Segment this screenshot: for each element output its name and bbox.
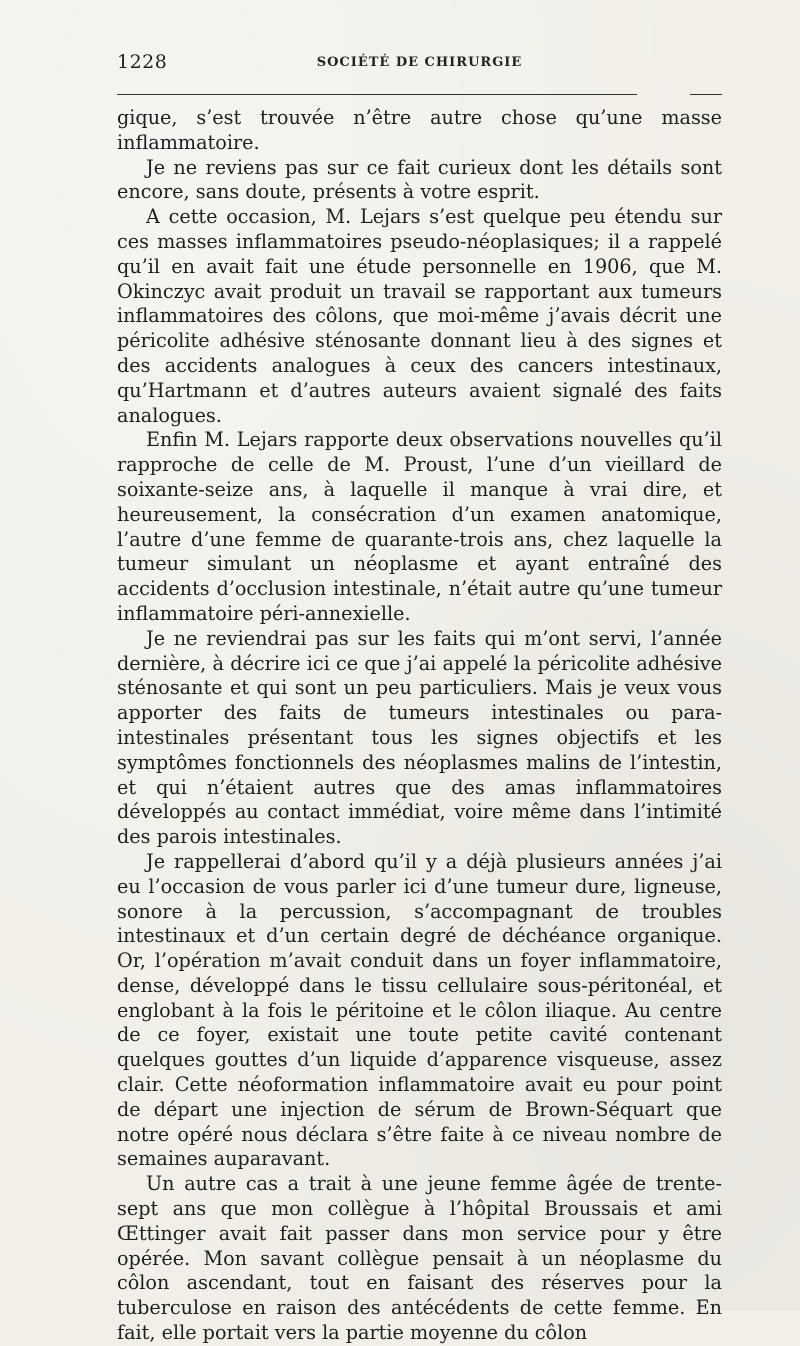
paragraph: Enfin M. Lejars rapporte deux observations nouvelles qu’il rapproche de celle de M. Proust, l’une d’un vieillard de soixante-seize ans, à laquelle il manque à vrai dire, et heureusement, la consécration d’un examen anatomique, l’autre d’une femme de quarante-trois ans, chez laquelle la tumeur simulant un néoplasme et ayant entraîné des accidents d’occlusion intestinale, n’était autre qu’une tumeur inflammatoire péri-annexielle. (117, 428, 722, 625)
paragraph: Je rappellerai d’abord qu’il y a déjà plusieurs années j’ai eu l’occasion de vous parler ici d’une tumeur dure, ligneuse, sonore à la percussion, s’accompagnant de troubles intestinaux et d’un certain degré de déchéance organique. Or, l’opération m’avait conduit dans un foyer inflammatoire, dense, développé dans le tissu cellulaire sous-péritonéal, et englobant à la fois le péritoine et le côlon iliaque. Au centre de ce foyer, existait une toute petite cavité contenant quelques gouttes d’un liquide d’apparence visqueuse, assez clair. Cette néoformation inflammatoire avait eu pour point de départ une injection de sérum de Brown-Séquart que notre opéré nous déclara s’être faite à ce niveau nombre de semaines auparavant. (117, 849, 722, 1171)
header-rule (117, 94, 637, 95)
paragraph: Un autre cas a trait à une jeune femme âgée de trente-sept ans que mon collègue à l’hôpital Broussais et ami Œttinger avait fait passer dans mon service pour y être opérée. Mon savant collègue pensait à un néoplasme du côlon ascendant, tout en faisant des réserves pour la tuberculose en raison des antécédents de cette femme. En fait, elle portait vers la partie moyenne du côlon (117, 1172, 722, 1345)
running-title: SOCIÉTÉ DE CHIRURGIE (316, 55, 523, 70)
paragraph-continued: gique, s’est trouvée n’être autre chose qu’une masse inflammatoire. (117, 106, 722, 154)
body-text (117, 106, 722, 1346)
paragraph: Je ne reviens pas sur ce fait curieux dont les détails sont encore, sans doute, présents à votre esprit. (117, 155, 722, 204)
page-header (117, 51, 722, 79)
header-rule-short (690, 94, 722, 95)
page-number: 1228 (117, 51, 168, 73)
paragraph: A cette occasion, M. Lejars s’est quelque peu étendu sur ces masses inflammatoires pseudo-néoplasiques; il a rappelé qu’il en avait fait une étude personnelle en 1906, que M. Okinczyc avait produit un travail se rapportant aux tumeurs inflammatoires des côlons, que moi-même j’avais décrit une péricolite adhésive sténosante donnant lieu à des signes et des accidents analogues à ceux des cancers intestinaux, qu’Hartmann et d’autres auteurs avaient signalé des faits analogues. (117, 205, 722, 427)
paragraph: Je ne reviendrai pas sur les faits qui m’ont servi, l’année dernière, à décrire ici ce que j’ai appelé la péricolite adhésive sténosante et qui sont un peu particuliers. Mais je veux vous apporter des faits de tumeurs intestinales ou para-intestinales présentant tous les signes objectifs et les symptômes fonctionnels des néoplasmes malins de l’intestin, et qui n’étaient autres que des amas inflammatoires développés au contact immédiat, voire même dans l’intimité des parois intestinales. (117, 626, 722, 849)
